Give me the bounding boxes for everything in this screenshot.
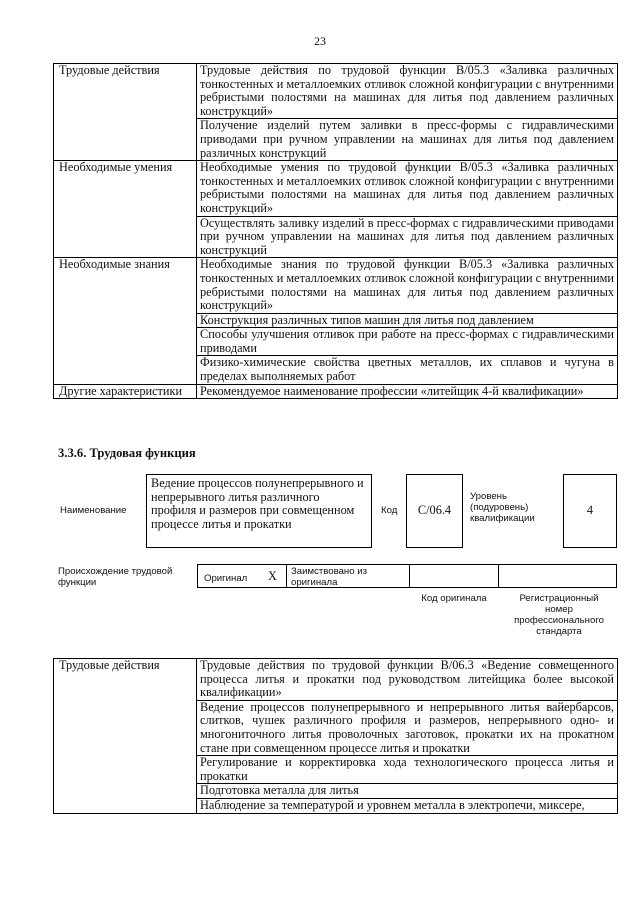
row-label: Трудовые действия [54, 64, 197, 161]
row-item: Ведение процессов полунепрерывного и непрерывного литья вайербарсов, слитков, чушек различного профиля и размеров, непрерывного одно- и многониточного литья проволочных заготовок, прокатки их на прокатном стане при совмещенном процессе литья и прокатки [197, 700, 618, 755]
function-name-value: Ведение процессов полунепрерывного и непрерывного литья различного профиля и размеров при совмещенном процессе литья и прокатки [151, 476, 364, 531]
row-item: Способы улучшения отливок при работе на пресс-формах с гидравлическими приводами [197, 328, 618, 356]
row-item: Физико-химические свойства цветных металлов, их сплавов и чугуна в пределах выполняемых работ [197, 356, 618, 384]
labor-actions-table-bottom [53, 658, 618, 814]
table-row [54, 64, 618, 119]
original-mark: X [268, 569, 277, 583]
row-label: Другие характеристики [54, 384, 197, 399]
row-label: Необходимые знания [54, 258, 197, 384]
row-item: Получение изделий путем заливки в пресс-формы с гидравлическими приводами при ручном управлении на машинах для литья под давлением различных конструкций [197, 119, 618, 161]
row-item: Наблюдение за температурой и уровнем металла в электропечи, миксере, [197, 798, 618, 813]
page-number: 23 [314, 34, 326, 48]
row-item: Необходимые знания по трудовой функции В/05.3 «Заливка различных тонкостенных и металлоемких отливок сложной конфигурации с внутренними ребристыми полостями на машинах для литья под давлением различных конструкций» [197, 258, 618, 313]
divider [498, 565, 499, 587]
section-heading: 3.3.6. Трудовая функция [58, 446, 196, 460]
code-value: С/06.4 [417, 503, 452, 518]
table-row [54, 384, 618, 399]
table-row [54, 161, 618, 216]
divider [409, 565, 410, 587]
row-item: Осуществлять заливку изделий в пресс-формах с гидравлическими приводами при ручном управлении на машинах для литья под давлением различных конструкций [197, 216, 618, 258]
origin-row [197, 564, 617, 588]
registration-number-caption: Регистрационный номер профессионального стандарта [514, 593, 604, 637]
function-name-box [146, 474, 372, 548]
level-box [563, 474, 617, 548]
row-item: Необходимые умения по трудовой функции В/05.3 «Заливка различных тонкостенных и металлоемких отливок сложной конфигурации с внутренними ребристыми полостями на машинах для литья под давлением различных конструкций» [197, 161, 618, 216]
origin-label: Происхождение трудовой функции [58, 566, 173, 588]
origin-code-caption: Код оригинала [421, 593, 487, 604]
row-item: Конструкция различных типов машин для литья под давлением [197, 313, 618, 328]
labor-actions-table-top [53, 63, 618, 399]
code-label: Код [381, 505, 398, 516]
code-box [406, 474, 463, 548]
row-label: Трудовые действия [54, 659, 197, 814]
row-item: Рекомендуемое наименование профессии «литейщик 4-й квалификации» [197, 384, 618, 399]
table-row [54, 659, 618, 701]
row-item: Трудовые действия по трудовой функции В/05.3 «Заливка различных тонкостенных и металлоемких отливок сложной конфигурации с внутренними ребристыми полостями на машинах для литья под давлением различных конструкций» [197, 64, 618, 119]
divider [286, 565, 287, 587]
qualification-level-label: Уровень (подуровень) квалификации [470, 491, 535, 524]
name-label: Наименование [60, 505, 127, 516]
row-item: Регулирование и корректировка хода технологического процесса литья и прокатки [197, 756, 618, 784]
original-label: Оригинал [204, 573, 248, 584]
level-value: 4 [586, 503, 594, 518]
row-item: Трудовые действия по трудовой функции В/06.3 «Ведение совмещенного процесса литья и прокатки под руководством литейщика более высокой квалификации» [197, 659, 618, 701]
row-label: Необходимые умения [54, 161, 197, 258]
table-row [54, 258, 618, 313]
row-item: Подготовка металла для литья [197, 784, 618, 799]
borrowed-label: Заимствовано из оригинала [291, 566, 367, 588]
